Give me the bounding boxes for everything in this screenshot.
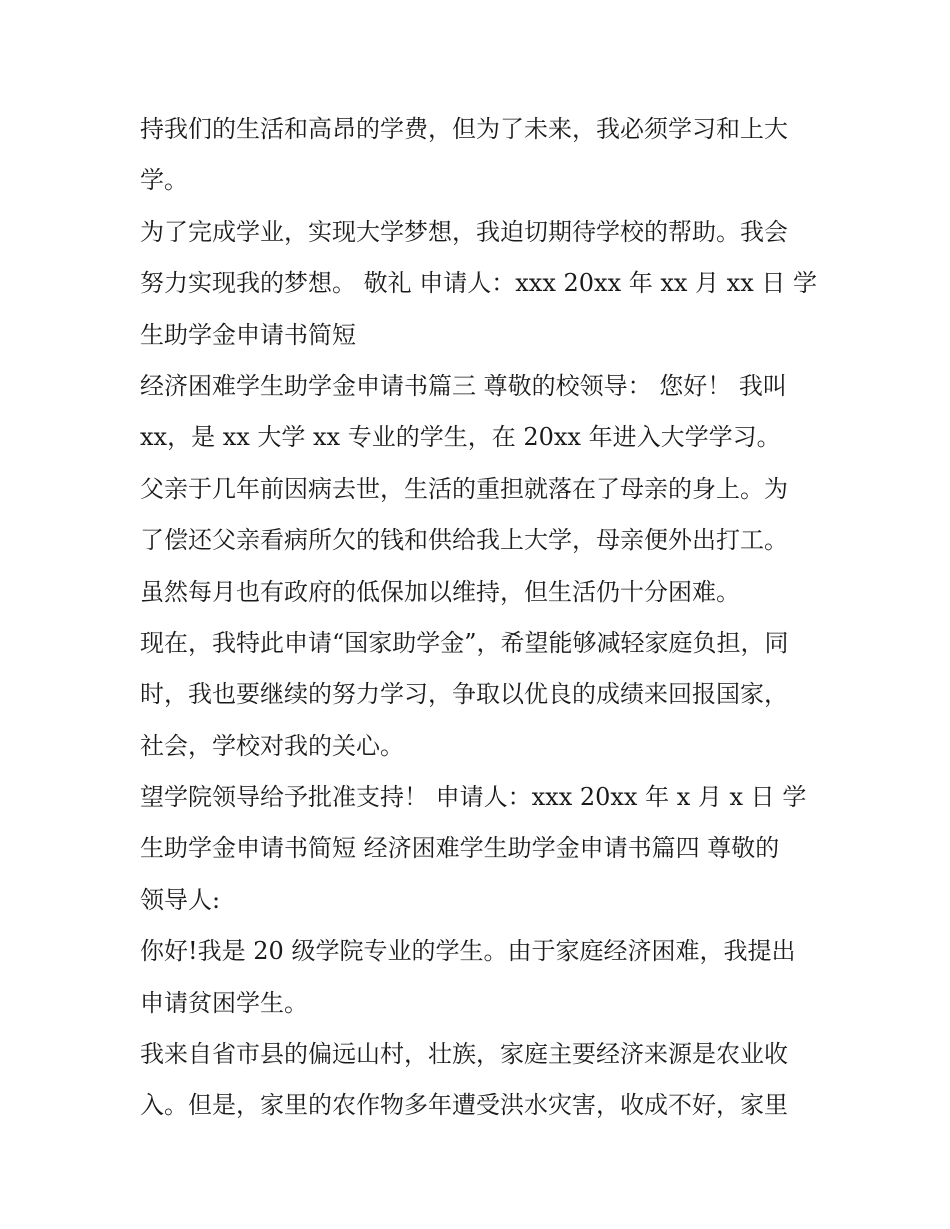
text-line: 努力实现我的梦想。 敬礼 申请人：xxx 20xx 年 xx 月 xx 日 学 (140, 269, 818, 298)
text-line: 了偿还父亲看病所欠的钱和供给我上大学，母亲便外出打工。 (140, 526, 788, 555)
text-line: 持我们的生活和高昂的学费，但为了未来，我必须学习和上大 (140, 115, 788, 143)
text-line: 时，我也要继续的努力学习，争取以优良的成绩来回报国家， (140, 680, 788, 709)
text-line: 现在，我特此申请“国家助学金”，希望能够减轻家庭负担，同 (140, 628, 789, 657)
text-line: xx，是 xx 大学 xx 专业的学生，在 20xx 年进入大学学习。 (140, 423, 781, 452)
text-line: 我来自省市县的偏远山村，壮族，家庭主要经济来源是农业收 (140, 1040, 788, 1069)
text-line: 入。但是，家里的农作物多年遭受洪水灾害，收成不好，家里 (140, 1091, 788, 1120)
text-line: 父亲于几年前因病去世，生活的重担就落在了母亲的身上。为 (140, 474, 788, 503)
text-line: 你好!我是 20 级学院专业的学生。由于家庭经济困难，我提出 (140, 937, 796, 966)
text-line: 申请贫困学生。 (140, 988, 308, 1017)
text-line: 经济困难学生助学金申请书篇三 尊敬的校领导： 您好！ 我叫 (140, 371, 787, 400)
text-line: 为了完成学业，实现大学梦想，我迫切期待学校的帮助。我会 (140, 217, 788, 246)
text-line: 生助学金申请书简短 (140, 320, 356, 349)
text-line: 生助学金申请书简短 经济困难学生助学金申请书篇四 尊敬的 (140, 834, 780, 863)
document-body (140, 104, 820, 1132)
text-line: 领导人: (140, 885, 221, 914)
text-line: 望学院领导给予批准支持！ 申请人：xxx 20xx 年 x 月 x 日 学 (140, 783, 807, 812)
text-line: 学。 (140, 166, 188, 195)
text-line: 虽然每月也有政府的低保加以维持，但生活仍十分困难。 (140, 577, 740, 606)
text-line: 社会，学校对我的关心。 (140, 731, 404, 760)
